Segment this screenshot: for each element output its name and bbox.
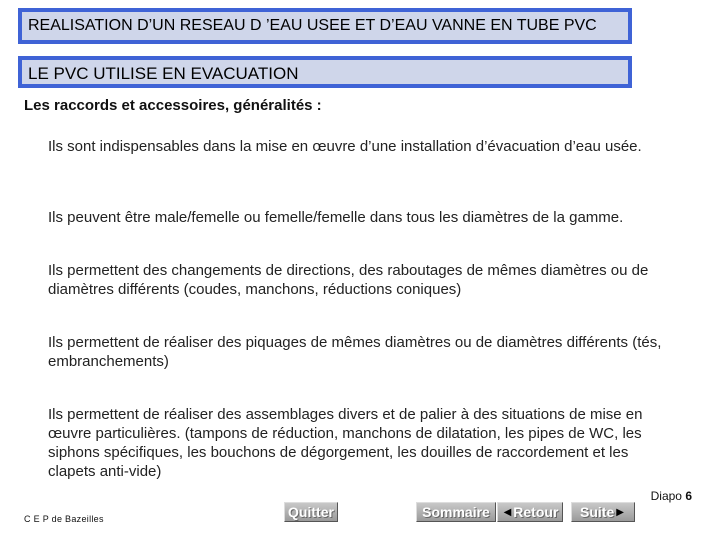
paragraph-4: Ils permettent de réaliser des piquages de mêmes diamètres ou de diamètres différents (tés, embranchements) xyxy=(48,334,662,370)
section-heading: Les raccords et accessoires, généralités : xyxy=(24,97,322,114)
next-button[interactable] xyxy=(571,502,635,522)
paragraph-2: Ils peuvent être male/femelle ou femelle/femelle dans tous les diamètres de la gamme. xyxy=(48,209,624,226)
triangle-left-icon: ◀ xyxy=(503,506,512,518)
next-button-label: Suite xyxy=(580,504,615,520)
triangle-right-icon: ▶ xyxy=(616,506,624,518)
sub-title-bar xyxy=(18,56,632,88)
back-button[interactable] xyxy=(497,502,563,522)
main-title-bar xyxy=(18,8,632,44)
slide-number-value: 6 xyxy=(685,489,692,503)
summary-button[interactable] xyxy=(416,502,496,522)
school-name: C E P de Bazeilles xyxy=(24,514,104,524)
paragraph-1: Ils sont indispensables dans la mise en œuvre d’une installation d’évacuation d’eau usée. xyxy=(48,138,642,155)
quit-button[interactable] xyxy=(284,502,338,522)
paragraph-3: Ils permettent des changements de directions, des raboutages de mêmes diamètres ou de diamètres différents (coudes, manchons, réductions coniques) xyxy=(48,262,649,298)
main-title: REALISATION D’UN RESEAU D ’EAU USEE ET D’EAU VANNE EN TUBE PVC xyxy=(28,17,597,34)
sub-title: LE PVC UTILISE EN EVACUATION xyxy=(28,64,299,83)
slide-label: Diapo xyxy=(650,489,682,503)
summary-button-label: Sommaire xyxy=(422,504,490,520)
back-button-label: Retour xyxy=(513,504,559,520)
quit-button-label: Quitter xyxy=(288,504,334,520)
paragraph-5: Ils permettent de réaliser des assemblages divers et de palier à des situations de mise en œuvre particulières. (tampons de réduction, manchons de dilatation, les pipes de WC, les siphons spécifiques, les bouchons de dégorgement, les douilles de raccordement et les clapets anti-vide) xyxy=(48,406,643,480)
slide-number xyxy=(651,489,692,503)
